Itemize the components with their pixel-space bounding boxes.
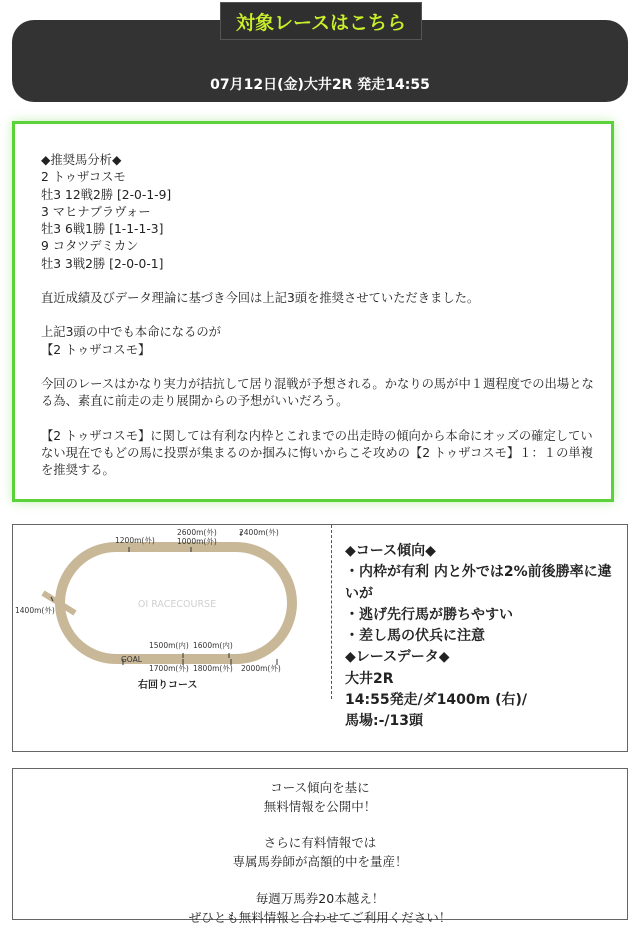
marker-1700: 1700m(外) [149,664,189,673]
goal-label: GOAL [121,655,142,664]
marker-1000: 1000m(外) [177,537,217,546]
horse-3-record: 牡3 3戦2勝 [2-0-0-1] [41,256,164,271]
race-info: 07月12日(金)大井2R 発走14:55 [210,77,430,93]
free-info-box [12,768,628,925]
marker-2600: 2600m(外) [177,528,217,537]
marker-2400: 2400m(外) [239,528,279,537]
course-divider [331,525,333,699]
marker-1600: 1600m(内) [193,641,233,650]
analysis-paragraph-2-line-1: 上記3頭の中でも本命になるのが [41,325,221,340]
marker-1500: 1500m(内) [149,641,189,650]
course-direction-caption: 右回りコース [138,680,198,691]
info-line-4: 専属馬券師が高額的中を量産！ [232,854,408,870]
info-line-2: 無料情報を公開中！ [263,798,377,814]
info-line-5: 毎週万馬券20本越え！ [255,890,385,906]
horse-1-name: 2 トゥザコスモ [41,170,126,185]
analysis-paragraph-1: 直近成績及びデータ理論に基づき今回は上記3頭を推奨させていただきました。 [41,291,480,306]
race-start-distance: 14:55発走/ダ1400m (右)/ [345,692,528,709]
info-line-6: ぜひとも無料情報と合わせてご利用ください！ [188,909,452,925]
analysis-heading: ◆推奨馬分析◆ [41,153,122,167]
marker-1400: 1400m(外) [15,606,55,615]
course-info [345,541,625,733]
course-map [13,525,331,753]
tendency-2: ・逃げ先行馬が勝ちやすい [345,606,513,623]
horse-3-name: 9 コタツデミカン [41,239,139,254]
info-line-3: さらに有料情報では [263,835,377,851]
course-section [12,524,628,752]
tendency-3: ・差し馬の伏兵に注意 [345,628,485,645]
info-line-1: コース傾向を基に [270,780,370,795]
analysis-paragraph-4: 【2 トゥザコスモ】に関しては有利な内枠とこれまでの出走時の傾向から本命にオッズの確定していない現在でもどの馬に投票が集まるのか掴みに悔いからこそ攻めの【2 トゥザコスモ】１：１の単複を推奨する。 [41,428,593,478]
race-condition: 馬場:-/13頭 [345,713,424,730]
marker-1800: 1800m(外) [193,664,233,673]
race-data-heading: ◆レースデータ◆ [345,649,450,666]
horse-1-record: 牡3 12戦2勝 [2-0-1-9] [41,187,172,202]
marker-2000: 2000m(外) [241,664,281,673]
marker-1200: 1200m(外) [115,536,155,545]
analysis-paragraph-3: 今回のレースはかなり実力が拮抗して居り混戦が予想される。かなりの馬が中１週程度での出場となる為、素直に前走の走り展開からの予想がいいだろう。 [41,376,594,409]
track-name: OI RACECOURSE [137,599,217,610]
recommended-horse-analysis [12,121,614,502]
horse-2-name: 3 マヒナブラヴォー [41,204,151,219]
tendency-1: ・内枠が有利 内と外では2%前後勝率に違いが [345,564,612,602]
race-section-title: 対象レースはこちら [220,2,422,40]
horse-2-record: 牡3 6戦1勝 [1-1-1-3] [41,222,164,237]
tendency-heading: ◆コース傾向◆ [345,543,436,559]
analysis-main-pick: 【2 トゥザコスモ】 [41,342,151,357]
race-venue: 大井2R [345,670,394,687]
